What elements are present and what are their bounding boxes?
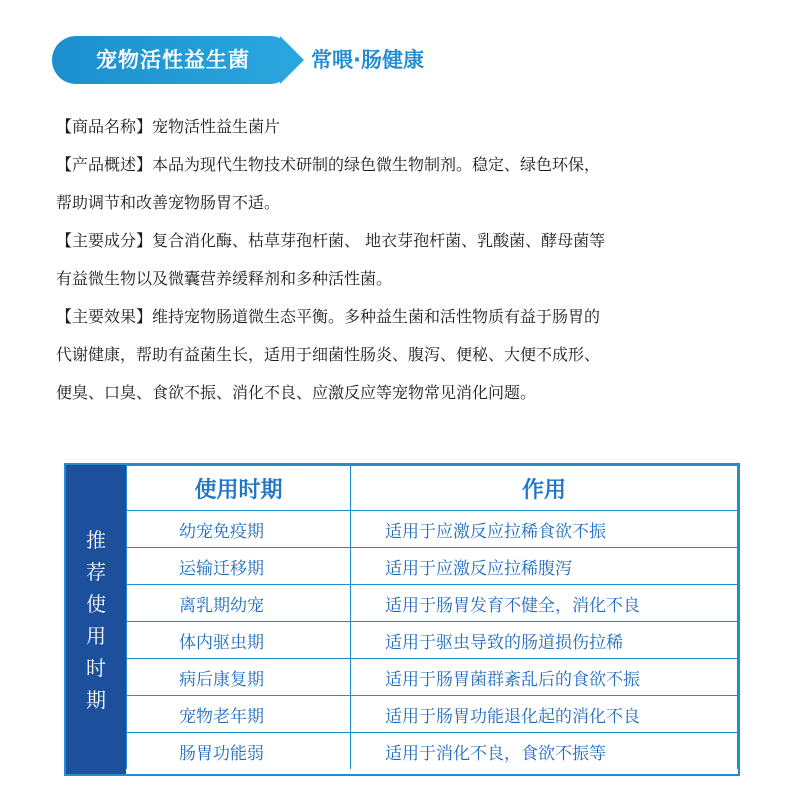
table-row [127, 511, 738, 548]
table-header-row [127, 466, 738, 511]
effect-cell: 适用于消化不良，食欲不振等 [351, 733, 738, 770]
period-cell: 病后康复期 [127, 659, 351, 696]
desc-line: 有益微生物以及微囊营养缓释剂和多种活性菌。 [56, 269, 393, 288]
side-label-char: 时 [86, 655, 106, 680]
usage-table [64, 463, 740, 776]
effect-cell: 适用于肠胃功能退化起的消化不良 [351, 696, 738, 733]
usage-grid [126, 465, 738, 769]
period-cell: 运输迁移期 [127, 548, 351, 585]
effect-cell: 适用于肠胃发育不健全，消化不良 [351, 585, 738, 622]
side-label-char: 用 [86, 623, 106, 648]
desc-line: 代谢健康，帮助有益菌生长，适用于细菌性肠炎、腹泻、便秘、大便不成形、 [56, 345, 601, 364]
side-label-char: 期 [86, 687, 106, 712]
desc-line: 【产品概述】本品为现代生物技术研制的绿色微生物制剂。稳定、绿色环保， [56, 155, 601, 174]
table-row [127, 548, 738, 585]
desc-line: 【商品名称】宠物活性益生菌片 [56, 117, 281, 136]
table-row [127, 659, 738, 696]
effect-cell: 适用于应激反应拉稀腹泻 [351, 548, 738, 585]
header-banner [52, 36, 552, 84]
effect-cell: 适用于肠胃菌群紊乱后的食欲不振 [351, 659, 738, 696]
product-description [56, 108, 746, 412]
table-row [127, 696, 738, 733]
period-cell: 体内驱虫期 [127, 622, 351, 659]
desc-line: 便臭、口臭、食欲不振、消化不良、应激反应等宠物常见消化问题。 [56, 383, 537, 402]
header-period: 使用时期 [127, 466, 351, 511]
effect-cell: 适用于应激反应拉稀食欲不振 [351, 511, 738, 548]
side-label-char: 使 [86, 591, 106, 616]
period-cell: 宠物老年期 [127, 696, 351, 733]
header-subtitle: 常喂·肠健康 [311, 48, 424, 72]
table-row [127, 622, 738, 659]
desc-line: 【主要成分】复合消化酶、枯草芽孢杆菌、 地衣芽孢杆菌、乳酸菌、酵母菌等 [56, 231, 606, 250]
side-label-char: 荐 [86, 559, 106, 584]
period-cell: 离乳期幼宠 [127, 585, 351, 622]
table-row [127, 733, 738, 770]
table-row [127, 585, 738, 622]
period-cell: 肠胃功能弱 [127, 733, 351, 770]
desc-line: 帮助调节和改善宠物肠胃不适。 [56, 193, 281, 212]
side-label [66, 465, 126, 774]
header-effect: 作用 [351, 466, 738, 511]
side-label-char: 推 [86, 527, 106, 552]
effect-cell: 适用于驱虫导致的肠道损伤拉稀 [351, 622, 738, 659]
header-title: 宠物活性益生菌 [52, 36, 294, 84]
desc-line: 【主要效果】维持宠物肠道微生态平衡。多种益生菌和活性物质有益于肠胃的 [56, 307, 601, 326]
period-cell: 幼宠免疫期 [127, 511, 351, 548]
